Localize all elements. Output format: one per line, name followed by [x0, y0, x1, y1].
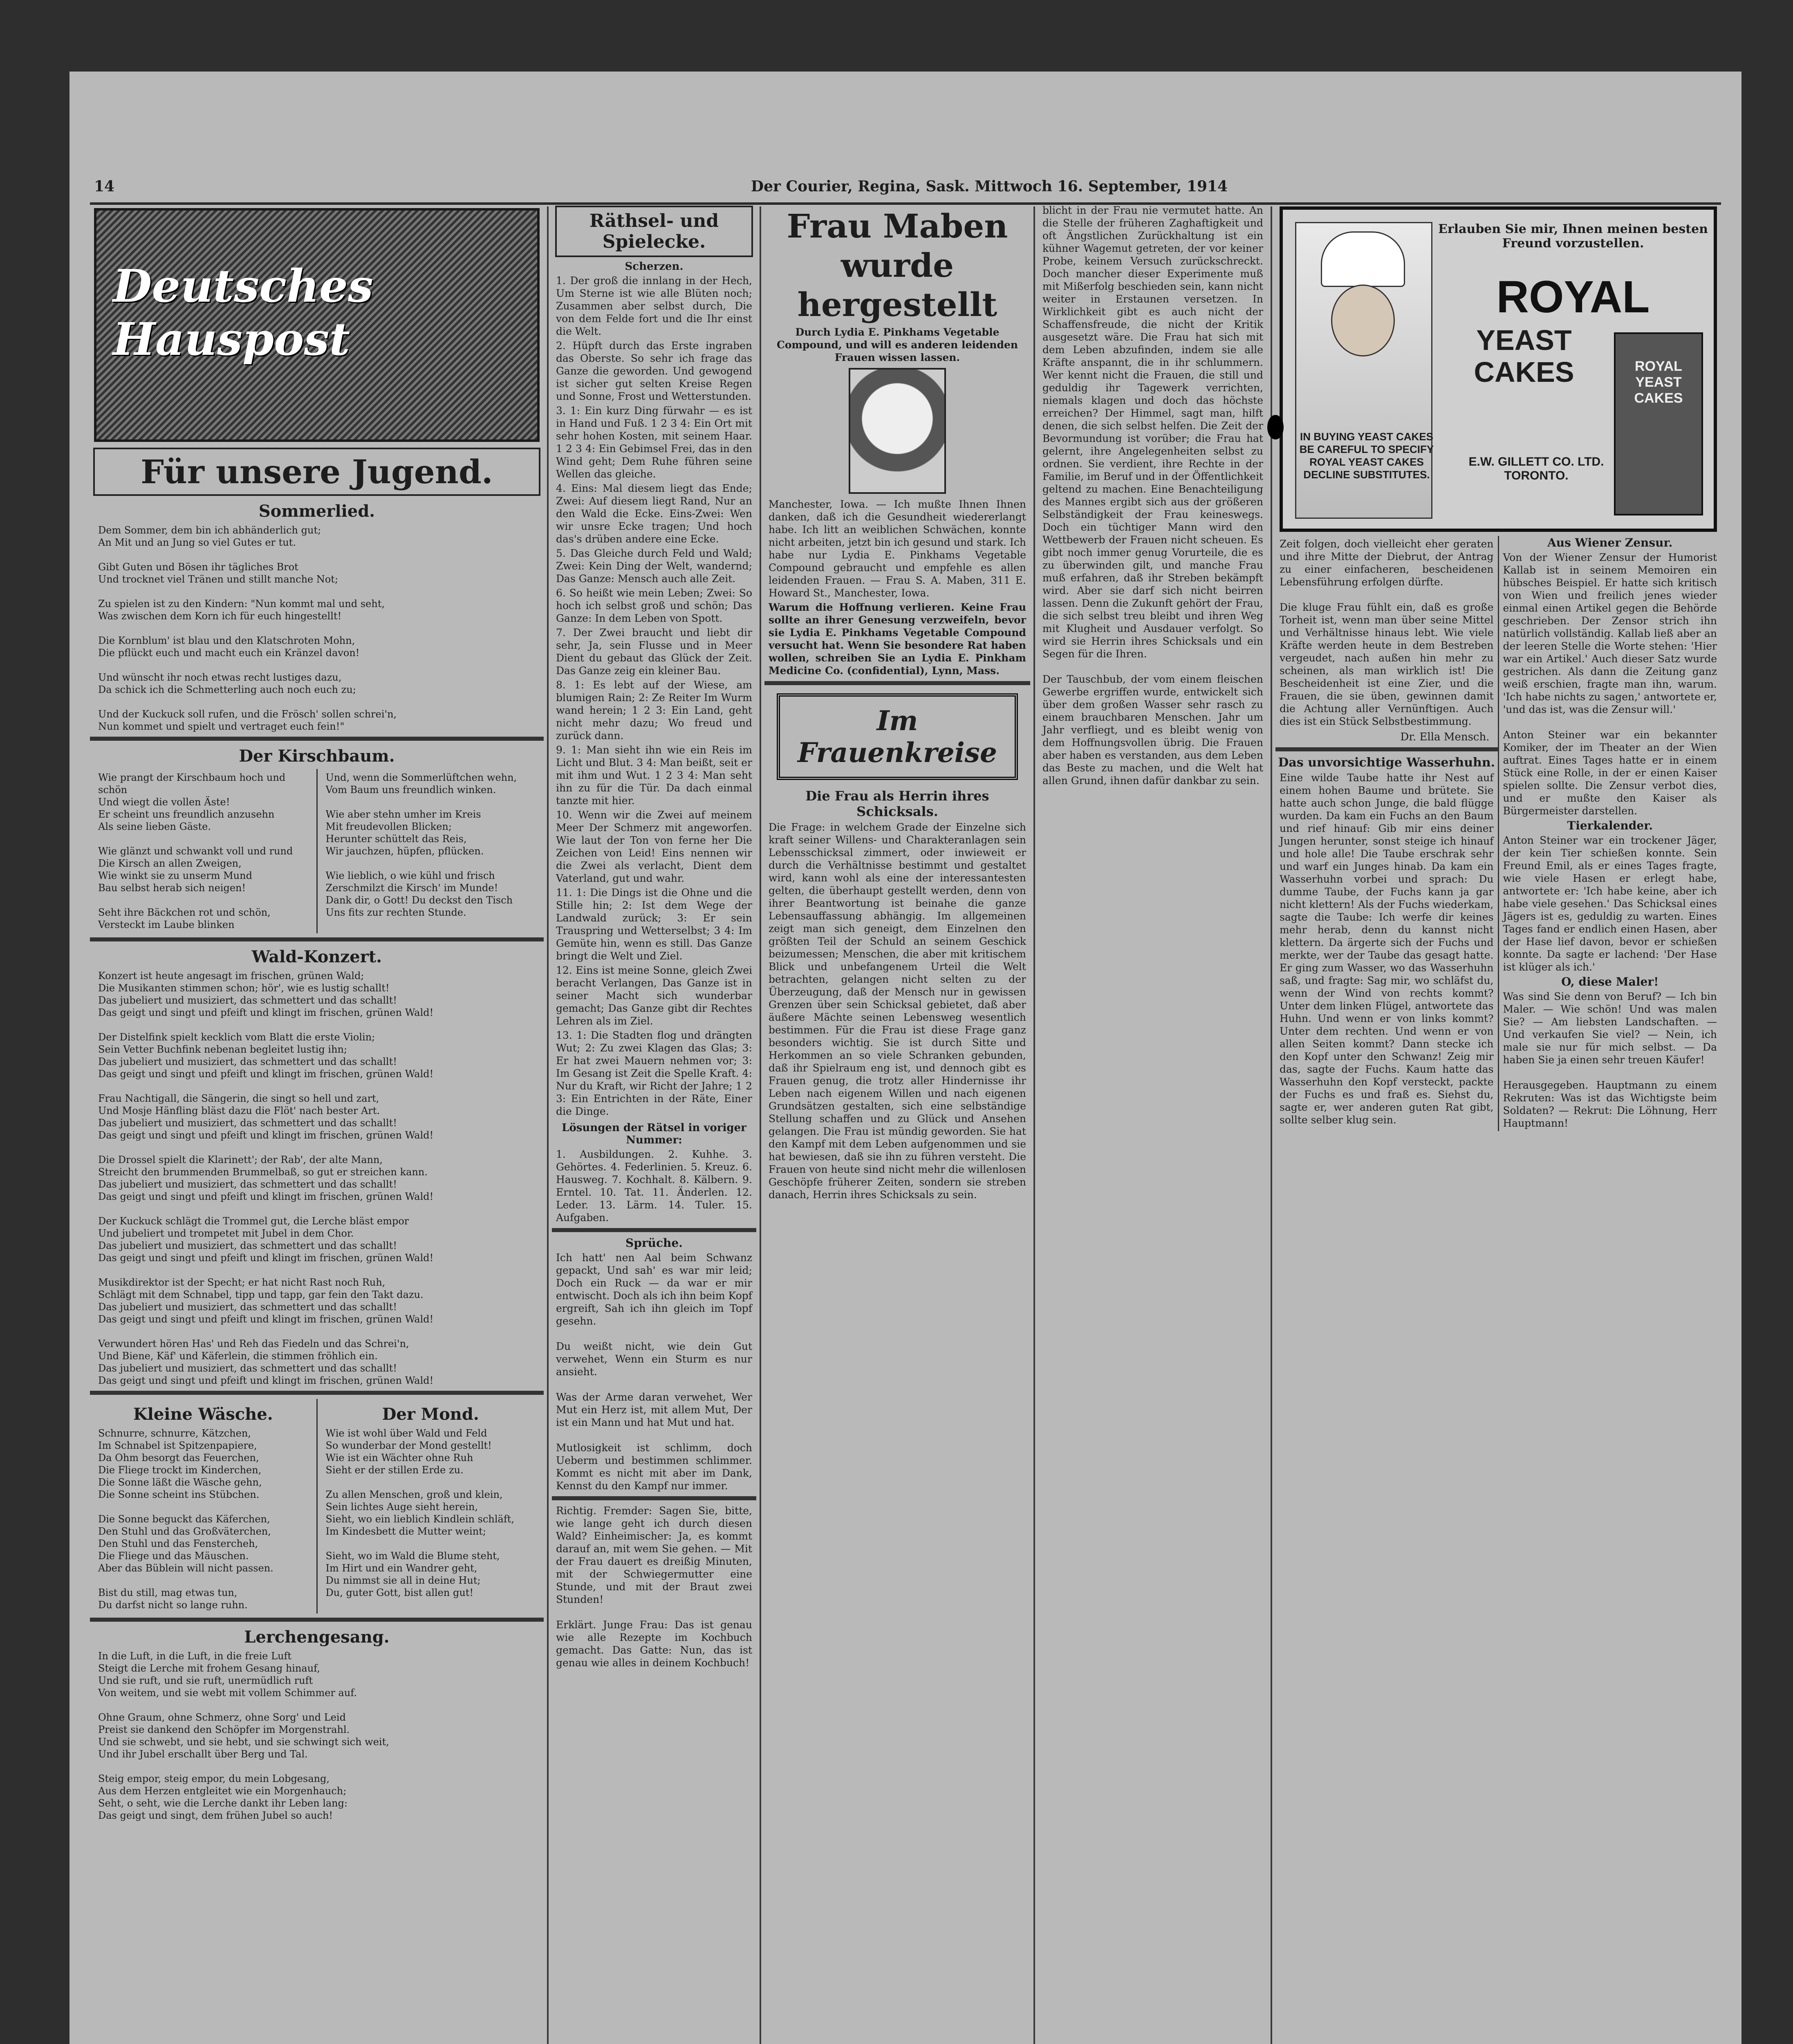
riddle-item: 3. 1: Ein kurz Ding fürwahr — es ist in Hand und Fuß. 1 2 3 4: Ein Ort mit sehr hohen Kosten, mit seinem Haar. 1 2 3 4: Ein Gebimsel Frei, das in den Wind geht; Dem Ruhe führen seine Wellen das gleiche. — [556, 405, 752, 480]
ad-subheadline: Durch Lydia E. Pinkhams Vegetable Compound, und will es anderen leidenden Frauen wissen lassen. — [776, 326, 1018, 363]
masthead-line: Der Courier, Regina, Sask. Mittwoch 16. September, 1914 — [751, 178, 1228, 195]
column-women — [764, 202, 1030, 2044]
riddle-item: 6. So heißt wie mein Leben; Zwei: So hoch ich selbst groß und schön; Das Ganze: In dem Leben von Spott. — [556, 587, 752, 624]
article-title: Aus Wiener Zensur. — [1547, 536, 1673, 549]
royal-yeast-ad — [1280, 206, 1717, 532]
puzzle-title: Räthsel- und Spielecke. — [589, 211, 719, 252]
column-rule — [760, 206, 761, 2044]
article-text: Die Frage: in welchem Grade der Einzelne sich kraft seiner Willens- und Charakteranlagen sein Lebensschicksal zimmert, oder inwieweit er durch die Verhältnisse bestimmt und gestaltet wird, kann wohl als eine der interessantesten gelten, die überhaupt gestellt werden, denn von ihrer Beantwortung ist beinahe die ganze Lebensauffassung abhängig. Im allgemeinen zeigt man sich geneigt, dem Einzelnen den größten Teil der Schuld an seinem Geschick beizumessen; Menschen, die aber mit kritischem Blick und unbefangenem Urteil die Welt betrachten, gelangen nicht selten zu der Überzeugung, daß der Mensch nur in gewissen Grenzen über sein Schicksal gebietet, daß aber äußere Mächte seinen Lebensweg wesentlich bestimmen. Für die Frau ist diese Frage ganz besonders wichtig. Sie ist durch Sitte und Herkommen an so viele Schranken gebunden, daß ihr Spielraum eng ist, und dennoch gibt es Frauen genug, die trotz aller Hindernisse ihr Leben nach eigenem Willen und nach eigenen Grundsätzen gestalten, sich eine selbständige Stellung schaffen und zu Glück und Ansehen gelangen. Die Frau ist mündig geworden. Sie hat den Kampf mit dem Leben aufgenommen und sie hat bewiesen, daß sie ihn zu führen versteht. Die Frauen von heute sind nicht mehr die willenlosen Geschöpfe früherer Zeiten, sondern sie streben danach, Herrin ihres Schicksals zu sein. — [769, 821, 1026, 1201]
riddle-item: 13. 1: Die Stadten flog und drängten Wut; 2: Zu zwei Klagen das Glas; 3: Er hat zwei Mauern nehmen vor; 3: Im Gesang ist Zeit die Spelle Kraft. 4: Nur du Kraft, wir Richt der Jahre; 1 2 3: Ein Entrichten in der Räte, Einer die Dinge. — [556, 1029, 752, 1117]
sayings-title: Sprüche. — [625, 1236, 683, 1250]
riddle-item: 10. Wenn wir die Zwei auf meinem Meer Der Schmerz mit angeworfen. Wie laut der Ton von ferne her Die Zeichen von Leid! Eins nennen wir die Zwei als verlacht, Dient dem Vaterland, gut und wahr. — [556, 809, 752, 884]
poem-text: Schnurre, schnurre, Kätzchen, Im Schnabel ist Spitzenpapiere, Da Ohm besorgt das Feuerchen, Die Fliege trockt im Kinderchen, Die Sonne läßt die Wäsche gehn, Die Sonne scheint ins Stübchen. Die Sonne beguckt das Käferchen, Den Stuhl und das Großväterchen, Den Stuhl und das Fenstercheh, Die Fliege und das Mäuschen. Aber das Büblein will nicht passen. Bist du still, mag etwas tun, Du darfst nicht so lange ruhn. — [98, 1428, 273, 1611]
poem-text: In die Luft, in die Luft, in die freie Luft Steigt die Lerche mit frohem Gesang hinauf, Und sie ruft, und sie ruft, unermüdlich ruft Von weitem, und sie webt mit vollem Schimmer auf. Ohne Graum, ohne Schmerz, ohne Sorg' und Leid Preist sie dankend den Schöpfer im Morgenstrahl. Und sie schwebt, und sie hebt, und sie schwingt sich weit, Und ihr Jubel erschallt über Berg und Tal. Steig empor, steig empor, du mein Lobgesang, Aus dem Herzen entgleitet wie ein Morgenhauch; Seht, o seht, wie die Lerche dankt ihr Leben lang: Das geigt und singt, dem frühen Jubel so auch! — [98, 1650, 389, 1821]
author-signature: Dr. Ella Mensch. — [1400, 731, 1490, 743]
puzzle-header-box — [555, 206, 753, 257]
article-text: blicht in der Frau nie vermutet hatte. An die Stelle der früheren Zaghaftigkeit und oft Ängstlichen Zurückhaltung ist ein kühner Wagemut getreten, der vor keiner Probe, keinem Versuch zurückschreckt. Doch mancher dieser Experimente muß mit Mißerfolg beschieden sein, kann nicht weiter in Erstaunen versetzen. In Wirklichkeit gibt es auch nicht der Schaffensfreude, die nicht der Kritik ausgesetzt wäre. Die Frau hat sich mit dem Leben abzufinden, indem sie alle Kräfte anspannt, die in ihr schlummern. Wer kennt nicht die Frauen, die still und geduldig ihr Tagewerk verrichten, niemals klagen und doch das höchste erreichen? Der Himmel, sagt man, hilft denen, die sich selbst helfen. Die Zeit der Bevormundung ist vorüber; die Frau hat gelernt, ihre Angelegenheiten selbst zu ordnen. Sie verdient, ihre Rechte in der Familie, im Beruf und in der Öffentlichkeit geltend zu machen. Eine Benachteiligung des Mannes ergibt sich aus der größeren Selbständigkeit der Frau keineswegs. Doch ein tüchtiger Mann wird den Wettbewerb der Frauen nicht scheuen. Es gibt noch immer genug Vorurteile, die es zu überwinden gilt, und manche Frau muß erfahren, daß ihr Streben bekämpft wird. Aber sie darf sich nicht beirren lassen. Denn die Zukunft gehört der Frau, die sich selbst treu bleibt und ihren Weg mit Klugheit und Ausdauer verfolgt. So wird sie Herrin ihres Schicksals und ein Segen für die Ihren. Der Tauschbub, der vom einem fleischen Gewerbe ergriffen wurde, entwickelt sich über dem großen Wasser sehr rasch zu einem brauchbaren Menschen. Jahr um Jahr verfliegt, und es bleibt wenig von dem Hoffnungsvollen übrig. Die Frauen aber haben es verstanden, aus dem Leben das Beste zu machen, und die Welt hat allen Grund, ihnen dafür dankbar zu sein. — [1042, 204, 1263, 787]
divider — [552, 1496, 756, 1500]
ad-brand: ROYAL — [1496, 272, 1650, 322]
riddle-item: 9. 1: Man sieht ihn wie ein Reis im Licht und Blut. 3 4: Man beißt, seit er mit ihm und Wut. 1 2 3 4: Man seht ihn zu für die Tür. Da dach einmal tanzte mit hier. — [556, 744, 752, 807]
article-text: Was sind Sie denn von Beruf? — Ich bin Maler. — Wie schön! Und was malen Sie? — Am liebsten Landschaften. — Und verkaufen Sie viel? — Nein, ich male sie nur für mich selbst. — Da haben Sie ja einen sehr treuen Käufer! Herausgegeben. Hauptmann zu einem Rekruten: Was ist das Wichtigste beim Soldaten? — Rekrut: Die Löhnung, Herr Hauptmann! — [1503, 991, 1717, 1129]
column-article-continued — [1038, 202, 1267, 2044]
riddle-list — [552, 274, 756, 1118]
divider — [90, 1391, 544, 1395]
ad-footer: Warum die Hoffnung verlieren. Keine Frau sollte an ihrer Genesung verzweifeln, bevor sie Lydia E. Pinkhams Vegetable Compound versucht hat. Wenn Sie besondere Rat haben wollen, schreiben Sie an Lydia E. Pinkham Medicine Co. (confidential), Lynn, Mass. — [769, 601, 1026, 677]
poem-title: Der Mond. — [382, 1405, 479, 1424]
divider — [90, 737, 544, 741]
poem-text: Dem Sommer, dem bin ich abhänderlich gut; An Mit und an Jung so viel Gutes er tut. Gibt Guten und Bösen ihr tägliches Brot Und trocknet viel Tränen und stillt manche Not; Zu spielen ist zu den Kindern: "Nun kommt mal und seht, Was zwischen dem Korn ich für euch hingestellt! Die Kornblum' ist blau und den Klatschroten Mohn, Die pflückt euch und macht euch ein Kränzel davon! Und wünscht ihr noch etwas recht lustiges dazu, Da schick ich die Schmetterling auch noch euch zu; Und der Kuckuck soll rufen, und die Frösch' sollen schrei'n, Nun kommet und spielt und vertraget euch fein!" — [98, 524, 397, 732]
article-title: O, diese Maler! — [1561, 975, 1659, 988]
poem-title: Lerchengesang. — [244, 1627, 390, 1647]
column-misc — [1275, 202, 1721, 2044]
hauspost-banner-image — [94, 208, 540, 442]
riddle-item: 7. Der Zwei braucht und liebt dir sehr, Ja, sein Flusse und in Meer Dient du gebaut das Glück der Zeit. Das Ganze zeig ein kleiner Bau. — [556, 627, 752, 677]
column-rule — [547, 206, 549, 2044]
riddle-item: 1. Der groß die innlang in der Hech, Um Sterne ist wie alle Blüten noch; Zusammen aber selbst durch, Die von dem Felde fort und die Ihr einst die Welt. — [556, 275, 752, 337]
ad-product — [1438, 324, 1610, 388]
ad-intro: Erlauben Sie mir, Ihnen meinen besten Freund vorzustellen. — [1438, 222, 1708, 251]
section-box — [93, 448, 540, 496]
ad-headline: Frau Maben wurde hergestellt — [787, 207, 1008, 324]
divider — [1275, 747, 1498, 751]
poem-two-column — [90, 1399, 544, 1614]
divider — [764, 681, 1030, 685]
poem-text: Wie ist wohl über Wald und Feld So wunderbar der Mond gestellt! Wie ist ein Wächter ohne Ruh Sieht er der stillen Erde zu. Zu allen Menschen, groß und klein, Sein lichtes Auge sieht herein, Sieht, wo ein lieblich Kindlein schläft, Im Kindesbett die Mutter weint; Sieht, wo im Wald die Blume steht, Im Hirt und ein Wandrer geht, Du nimmst sie all in deine Hut; Du, guter Gott, bist allen gut! — [325, 1428, 514, 1598]
ad-maker: E.W. GILLETT CO. LTD. TORONTO. — [1468, 455, 1604, 482]
riddle-item: 8. 1: Es lebt auf der Wiese, am blumigen Rain; 2: Ze Reiter Im Wurm wand herein; 1 2 3: Ein Land, geht nicht mehr dazu; Wo freud und zurück dann. — [556, 679, 752, 742]
article-text: Anton Steiner war ein trockener Jäger, der kein Tier schießen konnte. Sein Freund Emil, als er eines Tages fragte, wie viele Hasen er erlegt habe, antwortete er: 'Ich habe keine, aber ich habe viele gesehen.' Das Schicksal eines Jägers ist es, geduldig zu warten. Eines Tages fand er endlich einen Hasen, aber der Hase lief davon, bevor er schießen konnte. Da sagte er lachend: 'Der Hase ist klüger als ich.' — [1503, 834, 1717, 973]
chef-hat-icon — [1321, 231, 1405, 287]
poem-text: Konzert ist heute angesagt im frischen, grünen Wald; Die Musikanten stimmen schon; hör', wie es lustig schallt! Das jubeliert und musiziert, das schmettert und das schallt! Das geigt und singt und pfeift und klingt im frischen, grünen Wald! Der Distelfink spielt kecklich vom Blatt die erste Violin; Sein Vetter Buchfink nebenan begleitet lustig ihn; Das jubeliert und musiziert, das schmettert und das schallt! Das geigt und singt und pfeift und klingt im frischen, grünen Wald! Frau Nachtigall, die Sängerin, die singt so hell und zart, Und Mosje Hänfling bläst dazu die Flöt' nach bester Art. Das jubeliert und musiziert, das schmettert und das schallt! Das geigt und singt und pfeift und klingt im frischen, grünen Wald! Die Drossel spielt die Klarinett'; der Rab', der alte Mann, Streicht den brummenden Brummelbaß, so gut er streichen kann. Das jubeliert und musiziert, das schmettert und das schallt! Das geigt und singt und pfeift und klingt im frischen, grünen Wald! Der Kuckuck schlägt die Trommel gut, die Lerche bläst empor Und jubeliert und trompetet mit Jubel in dem Chor. Das jubeliert und musiziert, das schmettert und das schallt! Das geigt und singt und pfeift und klingt im frischen, grünen Wald! Musikdirektor ist der Specht; er hat nicht Rast noch Ruh, Schlägt mit dem Schnabel, tipp und tapp, gar fein den Takt dazu. Das jubeliert und musiziert, das schmettert und das schallt! Das geigt und singt und pfeift und klingt im frischen, grünen Wald! Verwundert hören Has' und Reh das Fiedeln und das Schrei'n, Und Biene, Käf' und Käferlein, die stimmen fröhlich ein. Das jubeliert und musiziert, das schmettert und das schallt! Das geigt und singt und pfeift und klingt im frischen, grünen Wald! — [98, 970, 434, 1386]
divider — [90, 1618, 544, 1622]
column-rule — [1033, 206, 1035, 2044]
article-text: Zeit folgen, doch vielleicht eher geraten und ihre Mitte der Diebrut, der Antrag zu einer einfacheren, bescheidenen Lebensführung erfolgen dürfte. Die kluge Frau fühlt ein, daß es große Torheit ist, wenn man über seine Mittel und Verhältnisse hinaus lebt. Wie viele Kräfte werden heute in dem Bestreben vergeudet, nach außen hin mehr zu scheinen, als man wirklich ist! Die Bescheidenheit ist eine Zier, und die Frauen, die sie üben, gewinnen damit die Achtung aller Vernünftigen. Auch dies ist ein Stück Selbstbestimmung. — [1280, 538, 1494, 727]
column-rule — [1271, 206, 1272, 2044]
ad-product-line: CAKES — [1474, 356, 1574, 388]
poem-title: Der Kirschbaum. — [239, 746, 395, 766]
column-youth — [90, 202, 544, 2044]
article-title: Das unvorsichtige Wasserhuhn. — [1278, 755, 1495, 770]
poem-text: Und, wenn die Sommerlüftchen wehn, Vom Baum uns freundlich winken. Wie aber stehn umher im Kreis Mit freudevollen Blicken; Herunter schüttelt das Reis, Wir jauchzen, hüpfen, pflücken. Wie lieblich, o wie kühl und frisch Zerschmilzt die Kirsch' im Munde! Dank dir, o Gott! Du deckst den Tisch Uns fits zur rechten Stunde. — [325, 772, 517, 918]
woman-portrait-image — [849, 368, 946, 494]
riddle-item: 11. 1: Die Dings ist die Ohne und die Stille hin; 2: Ist dem Wege der Landwald zurück; 3: Er sein Trauspring und Wetterselbst; 3 4: Im Gemüte hin, wenn es still. Das Ganze bringt die Welt und Ziel. — [556, 887, 752, 962]
puzzle-subtitle: Scherzen. — [625, 260, 684, 273]
riddle-item: 5. Das Gleiche durch Feld und Wald; Zwei: Kein Ding der Welt, wandernd; Das Ganze: Mensch auch alle Zeit. — [556, 547, 752, 585]
divider — [552, 1228, 756, 1232]
jokes-text: Richtig. Fremder: Sagen Sie, bitte, wie lange geht ich durch diesen Wald? Einheimischer: Ja, es kommt darauf an, mit wem Sie gehen. — Mit der Frau dauert es dreißig Minuten, mit der Schwiegermutter eine Stunde, und mit der Braut zwei Stunden! Erklärt. Junge Frau: Das ist genau wie alle Rezepte im Kochbuch gemacht. Das Gatte: Nun, das ist genau wie alles in deinem Kochbuch! — [556, 1505, 752, 1669]
poem-text: Wie prangt der Kirschbaum hoch und schön Und wiegt die vollen Äste! Er scheint uns freundlich anzusehn Als seine lieben Gäste. Wie glänzt und schwankt voll und rund Die Kirsch an allen Zweigen, Wie winkt sie zu unserm Mund Bau selbst herab sich neigen! Seht ihre Bäckchen rot und schön, Versteckt im Laube blinken — [98, 772, 293, 930]
misc-two-column — [1275, 536, 1721, 1131]
newspaper-page — [69, 72, 1741, 2044]
section-title: Im Frauenkreise — [777, 693, 1018, 780]
ad-body: Manchester, Iowa. — Ich mußte Ihnen Ihnen danken, daß ich die Gesundheit wiedererlangt habe. Ich litt an weiblichen Schwächen, konnte nicht arbeiten, jetzt bin ich gesund und stark. Ich habe nur Lydia E. Pinkhams Vegetable Compound gebraucht und empfehle es allen leidenden Frauen. — Frau S. A. Maben, 311 E. Howard St., Manchester, Iowa. — [769, 498, 1026, 599]
riddle-item: 4. Eins: Mal diesem liegt das Ende; Zwei: Auf diesem liegt Rand, Nur an den Wald die Ecke. Eins-Zwei: Wen wir unsre Ecke tragen; Und hoch das's drüben andere eine Ecke. — [556, 482, 752, 545]
article-title: Tierkalender. — [1567, 819, 1653, 832]
yeast-box-label: ROYAL YEAST CAKES — [1634, 359, 1683, 406]
poem-title: Wald-Konzert. — [251, 947, 382, 966]
riddle-item: 12. Eins ist meine Sonne, gleich Zwei beracht Verlangen, Das Ganze ist in seiner Macht sich wunderbar gemacht; Das Ganze gibt dir Rechtes Lehren als im Ziel. — [556, 964, 752, 1027]
poem-two-column — [90, 769, 544, 933]
riddle-item: 2. Hüpft durch das Erste ingraben das Oberste. So sehr ich frage das Ganze die geworden. Und gewogend ist sicher gut selten Kreise Regen und Sonne, Frost und Wetterstunden. — [556, 340, 752, 402]
poem-title: Sommerlied. — [258, 502, 375, 521]
banner-title: Deutsches Hauspost — [113, 260, 373, 365]
poem-title: Kleine Wäsche. — [133, 1405, 273, 1424]
column-puzzles — [552, 202, 756, 2044]
solutions-text: 1. Ausbildungen. 2. Kuhhe. 3. Gehörtes. 4. Federlinien. 5. Kreuz. 6. Hausweg. 7. Kochhalt. 8. Kälbern. 9. Erntel. 10. Tat. 11. Änderlen. 12. Leder. 13. Lärm. 14. Tuler. 15. Aufgaben. — [556, 1148, 752, 1224]
ad-product-line: YEAST — [1476, 324, 1572, 356]
article-title: Die Frau als Herrin ihres Schicksals. — [805, 788, 989, 819]
section-title: Für unsere Jugend. — [141, 453, 493, 491]
page-number: 14 — [94, 178, 115, 195]
baker-face-icon — [1331, 285, 1395, 356]
article-text: Von der Wiener Zensur der Humorist Kallab ist in seinem Memoiren ein hübsches Beispiel. Er hatte sich kritisch von Wien und freilich jenes wieder einmal einen Artikel gegen die Behörde geschrieben. Der Zensor strich ihn natürlich vollständig. Kallab ließ aber an der leeren Stelle die Worte stehen: 'Hier war ein Artikel.' Auch dieser Satz wurde gestrichen. Als dann die Zeitung ganz weiß erschien, fragte man ihn, warum. 'Ich habe nichts zu sagen,' antwortete er, 'und das ist, was die Zensur will.' Anton Steiner war ein bekannter Komiker, der im Theater an der Wien auftrat. Eines Tages hatte er in einem Stück eine Rolle, in der er einen Kaiser spielen sollte. Die Zensur verbot dies, und er mußte den Kaiser als Bürgermeister darstellen. — [1503, 551, 1717, 817]
yeast-box-image — [1614, 332, 1703, 515]
article-text: Eine wilde Taube hatte ihr Nest auf einem hohen Baume und brütete. Sie hatte auch schon Junge, die bald flügge wurden. Da kam ein Fuchs an den Baum und rief hinauf: Gib mir eins deiner Jungen herunter, sonst steige ich hinauf und hole alle! Die Taube erschrak sehr und warf ein Junges hinab. Da kam ein Wasserhuhn vorbei und sprach: Du dumme Taube, der Fuchs kann ja gar nicht klettern! Als der Fuchs wiederkam, sagte die Taube: Ich werfe dir keines mehr herab, denn du kannst nicht klettern. Da ärgerte sich der Fuchs und merkte, wer der Taube das gesagt hatte. Er ging zum Wasser, wo das Wasserhuhn saß, und fragte: Sag mir, wo schläfst du, wenn der Wind von rechts kommt? Unter dem linken Flügel, antwortete das Huhn. Und wenn er von links kommt? Unter dem rechten. Und wenn er von allen Seiten kommt? Dann stecke ich den Kopf unter den Schwanz! Zeig mir das, sagte der Fuchs. Kaum hatte das Wasserhuhn den Kopf versteckt, packte der Fuchs es und fraß es. Siehst du, sagte er, wer anderen guten Rat gibt, sollte selber klug sein. — [1280, 772, 1494, 1126]
ad-tagline: IN BUYING YEAST CAKES BE CAREFUL TO SPECIFY ROYAL YEAST CAKES DECLINE SUBSTITUTES. — [1299, 430, 1434, 481]
solutions-title: Lösungen der Rätsel in voriger Nummer: — [562, 1122, 746, 1146]
ink-blot — [1267, 415, 1284, 439]
divider — [90, 937, 544, 941]
sayings-text: Ich hatt' nen Aal beim Schwanz gepackt, Und sah' es war mir leid; Doch ein Ruck — da war er mir entwischt. Doch als ich ihn beim Kopf ergreift, Sah ich ihn gleich im Topf gesehn. Du weißt nicht, wie dein Gut verwehet, Wenn ein Sturm es nur ansieht. Was der Arme daran verwehet, Wer Mut ein Herz ist, mit allem Mut, Der ist ein Mann und hat Mut und hat. Mutlosigkeit ist schlimm, doch Ueberm und bestimmen schlimmer. Kommt es nicht mit aber im Dank, Kennst du den Kampf nur immer. — [556, 1252, 752, 1492]
